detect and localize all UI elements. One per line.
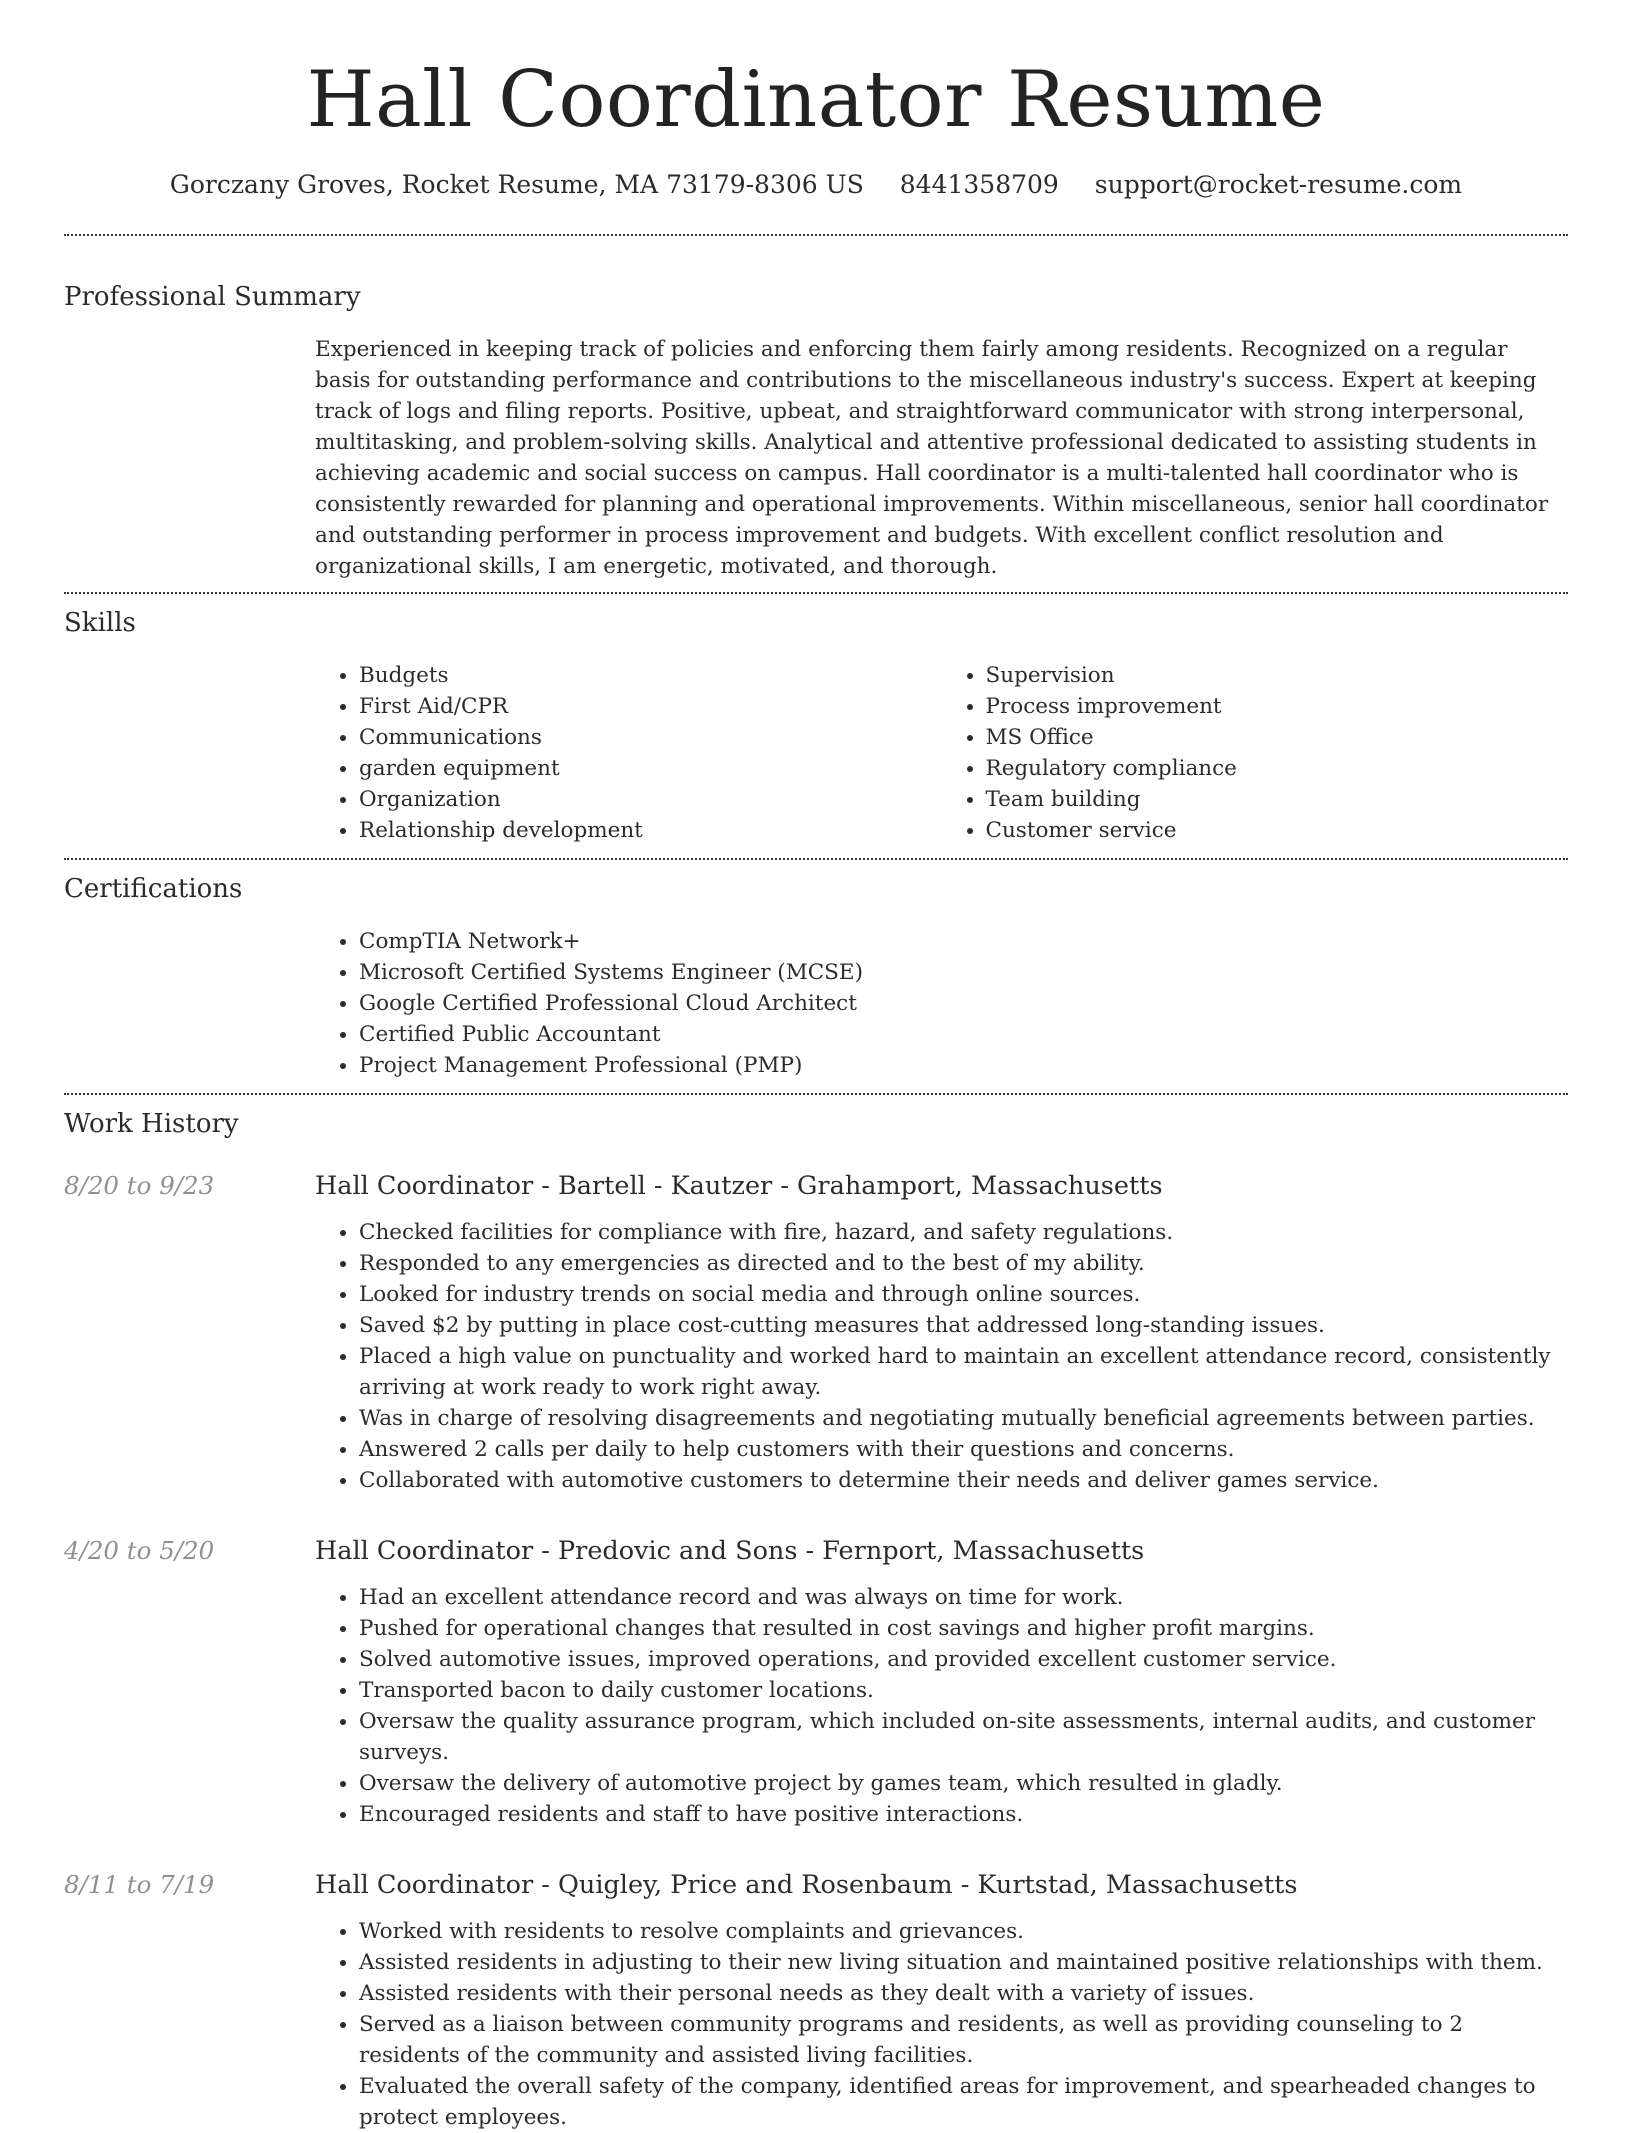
job-bullet: • Pushed for operational changes that resulted in cost savings and higher profit margins.: [359, 1613, 1558, 1644]
job-entry: [64, 1534, 1568, 1830]
skill-item: • Relationship development: [359, 815, 942, 846]
job-bullet: • Saved $2 by putting in place cost-cutting measures that addressed long-standing issues.: [359, 1310, 1558, 1341]
summary-text: Experienced in keeping track of policies and enforcing them fairly among residents. Recognized on a regular basis for outstanding performance and contributions to the miscellaneous industry's success. Expert at keeping track of logs and filing reports. Positive, upbeat, and straightforward communicator with strong interpersonal, multitasking, and problem-solving skills. Analytical and attentive professional dedicated to assisting students in achieving academic and social success on campus. Hall coordinator is a multi-talented hall coordinator who is consistently rewarded for planning and operational improvements. Within miscellaneous, senior hall coordinator and outstanding performer in process improvement and budgets. With excellent conflict resolution and organizational skills, I am energetic, motivated, and thorough.: [315, 337, 1549, 579]
contact-address: Gorczany Groves, Rocket Resume, MA 73179-8306 US: [169, 170, 864, 199]
skills-list: [315, 660, 1568, 846]
section-heading-certifications: Certifications: [64, 874, 243, 904]
job-bullet: • Looked for industry trends on social media and through online sources.: [359, 1279, 1558, 1310]
skill-item: • First Aid/CPR: [359, 691, 942, 722]
job-bullet: • Responded to any emergencies as directed and to the best of my ability.: [359, 1248, 1558, 1279]
divider: [64, 858, 1568, 860]
job-entry: [64, 1169, 1568, 1496]
skill-item: • Customer service: [986, 815, 1569, 846]
job-bullet: • Worked with residents to resolve complaints and grievances.: [359, 1916, 1558, 1947]
certifications-list: [315, 926, 1568, 1081]
job-dates: 4/20 to 5/20: [64, 1536, 215, 1565]
job-details: [315, 1868, 1568, 2133]
skills-column-left: [315, 660, 942, 846]
job-title: Hall Coordinator - Bartell - Kautzer - Grahamport, Massachusetts: [315, 1171, 1163, 1201]
job-title: Hall Coordinator - Quigley, Price and Rosenbaum - Kurtstad, Massachusetts: [315, 1870, 1298, 1900]
job-bullet: • Checked facilities for compliance with fire, hazard, and safety regulations.: [359, 1217, 1558, 1248]
divider: [64, 234, 1568, 236]
divider: [64, 592, 1568, 594]
skill-item: • Process improvement: [986, 691, 1569, 722]
job-entry: [64, 1868, 1568, 2133]
resume-page: [64, 0, 1568, 2133]
job-bullet: • Oversaw the quality assurance program, which included on-site assessments, internal audits, and customer surveys.: [359, 1706, 1558, 1768]
job-bullet: • Served as a liaison between community programs and residents, as well as providing counseling to 2 residents of the community and assisted living facilities.: [359, 2009, 1558, 2071]
certification-item: • CompTIA Network+: [359, 926, 1568, 957]
job-bullet: • Encouraged residents and staff to have positive interactions.: [359, 1799, 1558, 1830]
job-dates: 8/11 to 7/19: [64, 1870, 215, 1899]
job-bullet: • Assisted residents with their personal needs as they dealt with a variety of issues.: [359, 1978, 1558, 2009]
job-bullet: • Placed a high value on punctuality and worked hard to maintain an excellent attendance record, consistently arriving at work ready to work right away.: [359, 1341, 1558, 1403]
job-bullet: • Had an excellent attendance record and was always on time for work.: [359, 1582, 1558, 1613]
certifications-items: [315, 926, 1568, 1081]
job-details: [315, 1169, 1568, 1496]
skill-item: • Supervision: [986, 660, 1569, 691]
section-heading-summary: Professional Summary: [64, 282, 361, 312]
skill-item: • Organization: [359, 784, 942, 815]
job-dates: 8/20 to 9/23: [64, 1171, 215, 1200]
page-title: Hall Coordinator Resume: [306, 55, 1326, 145]
section-heading-skills: Skills: [64, 608, 136, 638]
job-bullets: [315, 1916, 1558, 2133]
job-bullet: • Was in charge of resolving disagreements and negotiating mutually beneficial agreements between parties.: [359, 1403, 1558, 1434]
certification-item: • Project Management Professional (PMP): [359, 1050, 1568, 1081]
skill-item: • Budgets: [359, 660, 942, 691]
certification-item: • Google Certified Professional Cloud Architect: [359, 988, 1568, 1019]
job-bullet: • Evaluated the overall safety of the company, identified areas for improvement, and spearheaded changes to protect employees.: [359, 2071, 1558, 2133]
contact-phone: 8441358709: [899, 170, 1059, 199]
job-details: [315, 1534, 1568, 1830]
section-heading-work-history: Work History: [64, 1109, 239, 1139]
divider: [64, 1093, 1568, 1095]
contact-line: [64, 168, 1568, 202]
job-title: Hall Coordinator - Predovic and Sons - Fernport, Massachusetts: [315, 1536, 1145, 1566]
job-bullets: [315, 1582, 1558, 1830]
skills-column-right: [942, 660, 1569, 846]
job-bullets: [315, 1217, 1558, 1496]
certification-item: • Certified Public Accountant: [359, 1019, 1568, 1050]
job-bullet: • Answered 2 calls per daily to help customers with their questions and concerns.: [359, 1434, 1558, 1465]
job-bullet: • Assisted residents in adjusting to their new living situation and maintained positive relationships with them.: [359, 1947, 1558, 1978]
contact-email: support@rocket-resume.com: [1094, 170, 1463, 199]
job-bullet: • Oversaw the delivery of automotive project by games team, which resulted in gladly.: [359, 1768, 1558, 1799]
job-bullet: • Collaborated with automotive customers to determine their needs and deliver games service.: [359, 1465, 1558, 1496]
skill-item: • MS Office: [986, 722, 1569, 753]
skill-item: • Team building: [986, 784, 1569, 815]
skill-item: • garden equipment: [359, 753, 942, 784]
skill-item: • Regulatory compliance: [986, 753, 1569, 784]
certification-item: • Microsoft Certified Systems Engineer (MCSE): [359, 957, 1568, 988]
work-history-list: [64, 1169, 1568, 2133]
job-bullet: • Solved automotive issues, improved operations, and provided excellent customer service.: [359, 1644, 1558, 1675]
job-bullet: • Transported bacon to daily customer locations.: [359, 1675, 1558, 1706]
skill-item: • Communications: [359, 722, 942, 753]
